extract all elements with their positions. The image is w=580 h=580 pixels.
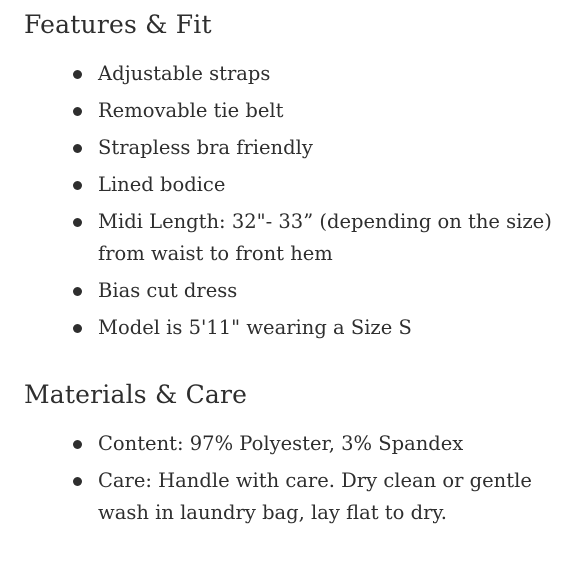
list-item-text: Strapless bra friendly	[98, 136, 313, 159]
materials-care-heading: Materials & Care	[24, 380, 248, 409]
list-item-text: Content: 97% Polyester, 3% Spandex	[98, 432, 464, 455]
features-fit-list	[0, 58, 580, 349]
bullet-icon	[73, 477, 82, 486]
bullet-icon	[73, 181, 82, 190]
list-item	[0, 169, 580, 201]
list-item	[0, 428, 580, 460]
list-item	[0, 465, 580, 529]
list-item	[0, 312, 580, 344]
bullet-icon	[73, 107, 82, 116]
list-item-text: Lined bodice	[98, 173, 226, 196]
list-item-text: Removable tie belt	[98, 99, 284, 122]
features-fit-heading: Features & Fit	[24, 10, 212, 39]
bullet-icon	[73, 324, 82, 333]
list-item	[0, 275, 580, 307]
materials-care-list	[0, 428, 580, 534]
list-item	[0, 58, 580, 90]
list-item-text: Model is 5'11" wearing a Size S	[98, 316, 412, 339]
bullet-icon	[73, 144, 82, 153]
list-item-text: Bias cut dress	[98, 279, 238, 302]
bullet-icon	[73, 218, 82, 227]
list-item-text: Adjustable straps	[98, 62, 271, 85]
bullet-icon	[73, 70, 82, 79]
bullet-icon	[73, 440, 82, 449]
bullet-icon	[73, 287, 82, 296]
list-item-text: Midi Length: 32"- 33” (depending on the size) from waist to front hem	[98, 210, 552, 265]
list-item	[0, 132, 580, 164]
list-item-text: Care: Handle with care. Dry clean or gentle wash in laundry bag, lay flat to dry.	[98, 469, 532, 524]
list-item	[0, 95, 580, 127]
list-item	[0, 206, 580, 270]
